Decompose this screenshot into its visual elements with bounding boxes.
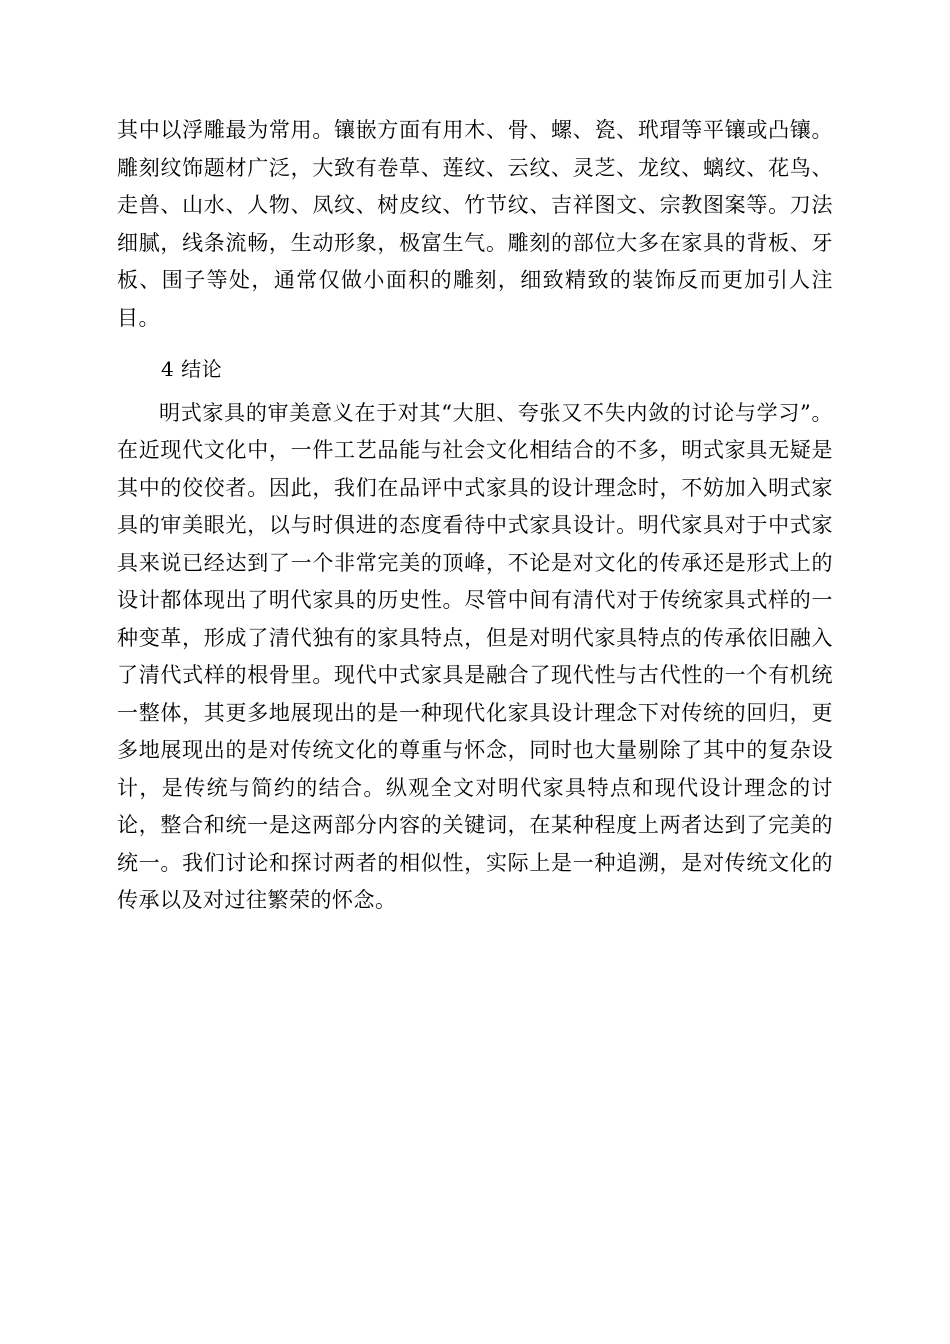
document-body — [117, 112, 833, 920]
body-paragraph-conclusion: 明式家具的审美意义在于对其“大胆、夸张又不失内敛的讨论与学习”。在近现代文化中，一件工艺品能与社会文化相结合的不多，明式家具无疑是其中的佼佼者。因此，我们在品评中式家具的设计理念时，不妨加入明式家具的审美眼光，以与时俱进的态度看待中式家具设计。明代家具对于中式家具来说已经达到了一个非常完美的顶峰，不论是对文化的传承还是形式上的设计都体现出了明代家具的历史性。尽管中间有清代对于传统家具式样的一种变革，形成了清代独有的家具特点，但是对明代家具特点的传承依旧融入了清代式样的根骨里。现代中式家具是融合了现代性与古代性的一个有机统一整体，其更多地展现出的是一种现代化家具设计理念下对传统的回归，更多地展现出的是对传统文化的尊重与怀念，同时也大量剔除了其中的复杂设计，是传统与简约的结合。纵观全文对明代家具特点和现代设计理念的讨论，整合和统一是这两部分内容的关键词，在某种程度上两者达到了完美的统一。我们讨论和探讨两者的相似性，实际上是一种追溯，是对传统文化的传承以及对过往繁荣的怀念。 — [117, 400, 833, 912]
body-paragraph-carving: 其中以浮雕最为常用。镶嵌方面有用木、骨、螺、瓷、玳瑁等平镶或凸镶。雕刻纹饰题材广泛，大致有卷草、莲纹、云纹、灵芝、龙纹、螭纹、花鸟、走兽、山水、人物、凤纹、树皮纹、竹节纹、吉祥图文、宗教图案等。刀法细腻，线条流畅，生动形象，极富生气。雕刻的部位大多在家具的背板、牙板、围子等处，通常仅做小面积的雕刻，细致精致的装饰反而更加引人注目。 — [117, 118, 833, 330]
section-heading-conclusion: 4 结论 — [161, 357, 223, 381]
